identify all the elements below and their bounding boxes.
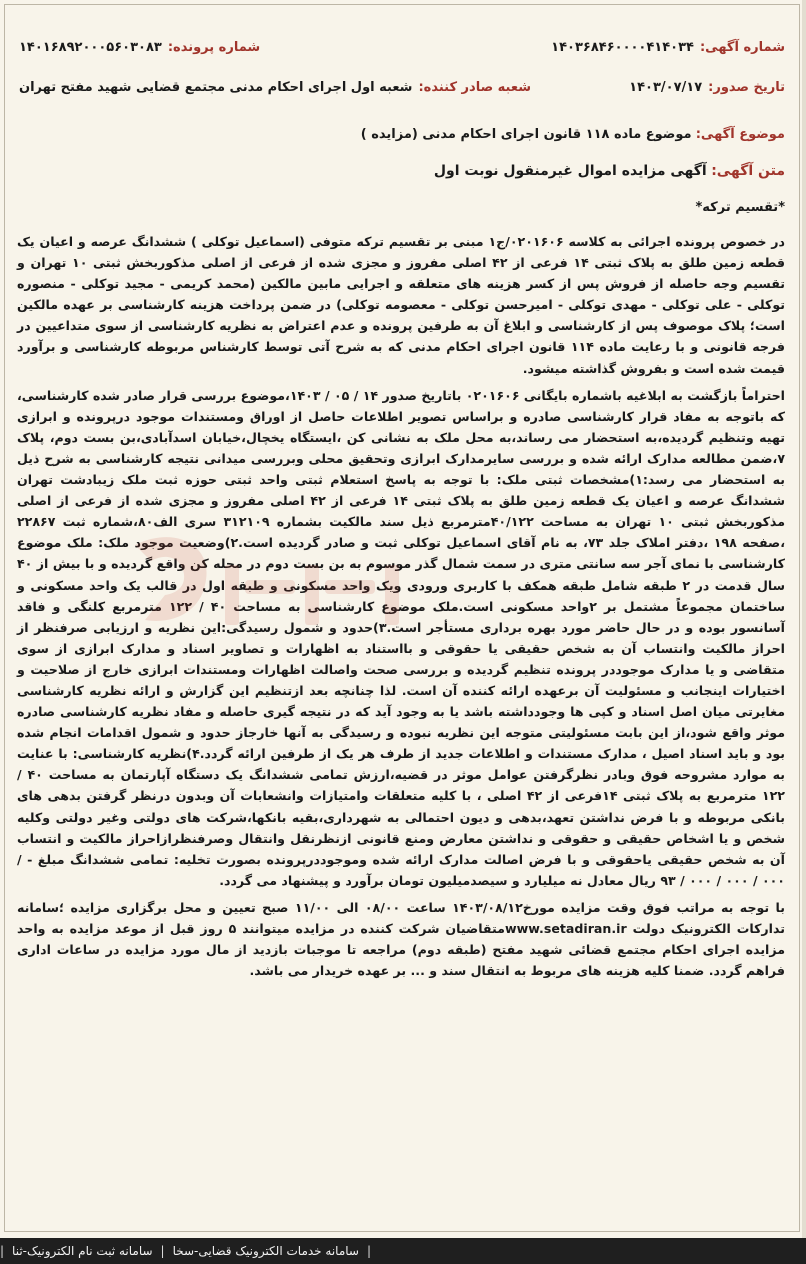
subject-label: موضوع آگهی: [695, 127, 785, 142]
case-number-value: ۱۴۰۱۶۸۹۲۰۰۰۵۶۰۳۰۸۳ [19, 39, 162, 55]
footer-link-sakha[interactable]: سامانه خدمات الکترونیک قضایی-سخا [172, 1244, 359, 1258]
footer-link-sana[interactable]: سامانه ثبت نام الکترونیک-ثنا [12, 1244, 153, 1258]
ad-text-label: متن آگهی: [711, 163, 785, 179]
ad-number-value: ۱۴۰۳۶۸۴۶۰۰۰۰۴۱۴۰۳۴ [551, 39, 694, 55]
ad-number [551, 40, 785, 55]
issue-date-label: تاریخ صدور: [708, 79, 785, 95]
issuer [19, 80, 531, 95]
section-heading: *تقسیم ترکه* [695, 200, 785, 215]
issuer-value: شعبه اول اجرای احکام مدنی مجتمع قضایی شهید مفتح تهران [19, 79, 413, 95]
case-number-label: شماره پرونده: [167, 39, 261, 55]
footer-separator: | [160, 1244, 165, 1258]
scrollbar[interactable] [802, 0, 806, 1238]
paragraph: احتراماً بازگشت به ابلاغیه باشماره بایگانی ۰۲۰۱۶۰۶ باتاریخ صدور ۱۴ / ۰۵ / ۱۴۰۳،موضوع بررسی قرار صادر شده کارشناسی، که باتوجه به مفاد قرار کارشناسی صادره و براساس تصویر اطلاعات حاصل از اوراق ومستندات موجود درپرونده و ابرازی تهیه وتنظیم گردیده،به استحضار می رساند،به محل ملک به نشانی کن ،ایستگاه یخچال،خیابان اسدآبادی،بن بست دوم، پلاک ۷،ضمن مطالعه مدارک ارائه شده و بررسی سایرمدارک ابرازی وتحقیق محلی وبررسی میدانی نتیجه کارشناسی به شرح ذیل به استحضار می رسد:۱)مشخصات ثبتی ملک: با توجه به پاسخ استعلام ثبتی واحد ثبتی حوزه ثبت ملک زیبادشت تهران ششدانگ عرصه و اعیان یک قطعه زمین طلق به پلاک ثبتی ۱۴ فرعی از ۴۲ اصلی مفروز و مجزی شده از فرعی از اصلی مذکوربخش ثبتی ۱۰ تهران به مساحت ۴۰/۱۲۲مترمربع ذیل سند مالکیت بشماره ۳۱۲۱۰۹ سری الف۸۰،شماره ثبت ۲۲۸۶۷ ،صفحه ۱۹۸ ،دفتر املاک جلد ۷۳، به نام آقای اسماعیل توکلی ثبت و صادر گردیده است.۲)وضعیت موجود ملک: ملک موضوع کارشناسی با نمای آجر سه سانتی متری در سمت شمال گذر موسوم به بن بست دوم در محله کن واقع گردیده و با بیش از ۴۰ سال قدمت در ۲ طبقه شامل طبقه همکف با کاربری ورودی ویک واحد مسکونی و طبقه اول در قالب یک واحد مسکونی و ساختمان مجموعاً مشتمل بر ۲واحد مسکونی است.ملک موضوع کارشناسی به مساحت ۴۰ / ۱۲۲ مترمربع کلنگی و فاقد آسانسور بوده و در حال حاضر مورد بهره برداری مستأجر است.۳)حدود و شمول رسیدگی:این نظریه و ارزیابی صرفنظر از احراز مالکیت وانتساب آن به شخص حقیقی یا حقوقی و بااستناد به اظهارات و تصاویر اسناد و مدارک ابرازی از سوی متقاضی و یا مدارک موجوددر پرونده تنظیم گردیده و بررسی صحت واصالت اظهارات ومستندات ابرازی خارج از صلاحیت و اختیارات اینجانب و مسئولیت آن برعهده ارائه کننده آن است. لذا چنانچه بعد ازتنظیم این گزارش و ارائه نظریه کارشناسی مغایرتی میان اصل اسناد و کپی ها وجودداشته باشد یا به وجود آید که در نتیجه گیری حاصله و مفاد نظریه کارشناسی صادره موثر واقع شود،از این بابت مسئولیتی متوجه این نظریه نبوده و رسیدگی به آنها خارجاز حدود و شمول اقدامات انجام شده بود و باید اسناد اصیل ، مدارک مستندات و اطلاعات جدید از طرف هر یک از طرفین ارائه گردد.۴)نظریه کارشناسی: با عنایت به موارد مشروحه فوق وبادر نظرگرفتن عوامل موثر در قضیه،ارزش تمامی ششدانگ یک دستگاه آپارتمان به مساحت ۴۰ / ۱۲۲ مترمربع به پلاک ثبتی ۱۴فرعی از ۴۲ اصلی ، با کلیه متعلقات وامتیازات وانشعابات آن وبدون درنظر گرفتن بدهی های بانکی مربوطه و با فرض نداشتن تعهد،بدهی و دیون احتمالی به شهرداری،بقیه بانکها،شرکت های دولتی وغیر دولتی وکلیه شخص و یا اشخاص حقیقی و حقوقی و نداشتن معارض ومنع قانونی ازنظرنقل وانتقال وصرفنظرازاحراز مالکیت و انتساب آن به شخص حقیقی یاحقوقی و با فرض اصالت مدارک ارائه شده وموجوددرپرونده بصورت تخلیه: تمامی ششدانگ مبلغ - / ۰۰۰ / ۰۰۰ / ۰۰۰ / ۹۳ ریال معادل نه میلیارد و سیصدمیلیون تومان برآورد و پیشنهاد می گردد. [16, 387, 786, 888]
ad-text-value: آگهی مزایده اموال غیرمنقول نوبت اول [433, 163, 707, 179]
subject-value: موضوع ماده ۱۱۸ قانون اجرای احکام مدنی (مزایده ) [360, 127, 692, 142]
paragraph: در خصوص پرونده اجرائی به کلاسه ۰۲۰۱۶۰۶/ج۱ مبنی بر تقسیم ترکه متوفی (اسماعیل توکلی ) ششدانگ عرصه و اعیان یک قطعه زمین طلق به پلاک ثبتی ۱۴ فرعی از ۴۲ اصلی مفروز و مجزی شده از فرعی از اصلی مذکوربخش ثبتی ۱۰ تهران و تقسیم وجه حاصله از فروش پس از کسر هزینه های متعلقه و اجرایی مابین مالکین (محمد کریمی - مجید توکلی - منصوره توکلی - علی توکلی - مهدی توکلی - امیرحسن توکلی - معصومه توکلی) در ضمن پرداخت هزینه کارشناسی بر عهده مالکین است؛ پلاک موصوف پس از کارشناسی و ابلاغ آن به طرفین پرونده و عدم اعتراض به نظریه کارشناسی از سوی متداعیین در فرجه قانونی و با رعایت ماده ۱۱۴ قانون اجرای احکام مدنی که به شرح آتی توسط کارشناس مربوطه کارشناسی و برآورد قیمت شده است و بفروش گذاشته میشود. [17, 234, 786, 376]
ad-text [434, 163, 785, 179]
paragraph: با توجه به مراتب فوق وقت مزایده مورخ۱۴۰۳/۰۸/۱۲ ساعت ۰۸/۰۰ الی ۱۱/۰۰ صبح تعیین و محل برگزاری مزایده ؛سامانه تدارکات الکترونیک دولت www.setadiran.irمتقاضیان شرکت کننده در مزایده میتوانند ۵ روز قبل از موعد مزایده به واحد مزایده اجرای احکام مجتمع قضائی شهید مفتح (طبقه دوم) مراجعه تا موجبات بازدید از مال مورد مزایده در ساعات اداری فراهم گردد. ضمنا کلیه هزینه های مربوط به انتقال سند و ... بر عهده خریدار می باشد. [17, 899, 786, 979]
header-row-numbers [19, 35, 785, 59]
header-row-issue [19, 75, 785, 99]
footer-bar [0, 1238, 806, 1264]
issuer-label: شعبه صادر کننده: [418, 79, 531, 95]
footer-separator: | [366, 1244, 372, 1258]
subject [361, 127, 785, 142]
issue-date [629, 80, 785, 95]
case-number [19, 40, 260, 55]
footer-separator: | [0, 1244, 5, 1258]
notice-page [4, 4, 800, 1232]
ad-number-label: شماره آگهی: [699, 39, 785, 55]
notice-body [17, 231, 785, 987]
issue-date-value: ۱۴۰۳/۰۷/۱۷ [629, 79, 703, 95]
